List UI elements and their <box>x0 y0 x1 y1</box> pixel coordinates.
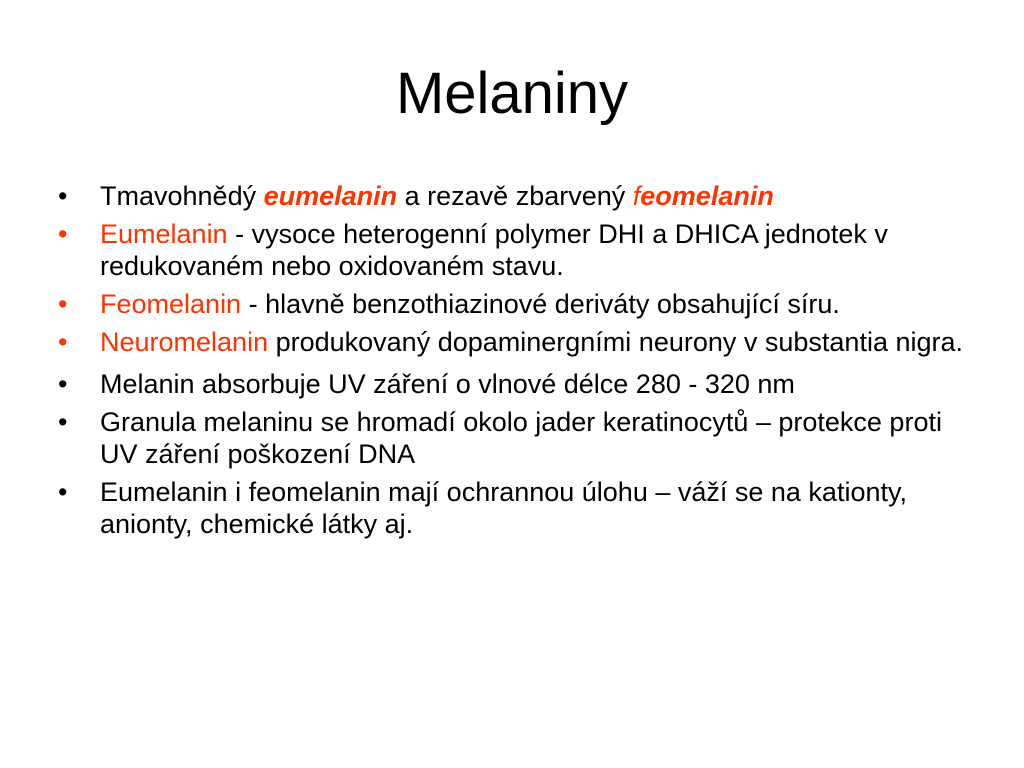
bullet-text <box>100 327 963 357</box>
text-segment-term: Feomelanin <box>100 289 242 319</box>
bullet-item <box>58 218 978 282</box>
bullet-dot-icon: • <box>58 289 68 319</box>
text-segment-emphasis: eumelanin <box>263 181 398 211</box>
text-segment: Granula melaninu se hromadí okolo jader keratinocytů – protekce proti UV záření poškození DNA <box>100 407 942 469</box>
bullet-text <box>100 289 840 319</box>
bullet-dot-icon: • <box>58 327 68 357</box>
text-segment-emphasis: f <box>632 181 641 211</box>
bullet-item <box>58 180 978 212</box>
bullet-dot-icon: • <box>58 219 68 249</box>
text-segment: - hlavně benzothiazinové deriváty obsahující síru. <box>241 289 840 319</box>
bullet-item <box>58 476 978 540</box>
bullet-dot-icon: • <box>58 407 68 437</box>
bullet-list <box>58 180 978 546</box>
bullet-item <box>58 368 978 400</box>
bullet-text <box>100 407 942 469</box>
bullet-text <box>100 219 888 281</box>
text-segment: produkovaný dopaminergními neurony v substantia nigra. <box>268 327 964 357</box>
bullet-text <box>100 369 795 399</box>
text-segment: Eumelanin i feomelanin mají ochrannou úlohu – váží se na kationty, anionty, chemické látky aj. <box>100 477 907 539</box>
slide-title: Melaniny <box>395 61 629 126</box>
bullet-item <box>58 326 978 358</box>
bullet-text <box>100 477 907 539</box>
bullet-text <box>100 181 774 211</box>
text-segment: Melanin absorbuje UV záření o vlnové délce 280 - 320 nm <box>100 369 795 399</box>
text-segment-term: Eumelanin <box>100 219 228 249</box>
text-segment-term: Neuromelanin <box>100 327 269 357</box>
bullet-dot-icon: • <box>58 477 68 507</box>
bullet-dot-icon: • <box>58 369 68 399</box>
text-segment: - vysoce heterogenní polymer DHI a DHICA jednotek v redukovaném nebo oxidovaném stavu. <box>100 219 888 281</box>
text-segment: a rezavě zbarvený <box>397 181 633 211</box>
text-segment-emphasis: eomelanin <box>640 181 774 211</box>
text-segment: Tmavohnědý <box>100 181 264 211</box>
bullet-item <box>58 288 978 320</box>
bullet-item <box>58 406 978 470</box>
bullet-dot-icon: • <box>58 181 68 211</box>
